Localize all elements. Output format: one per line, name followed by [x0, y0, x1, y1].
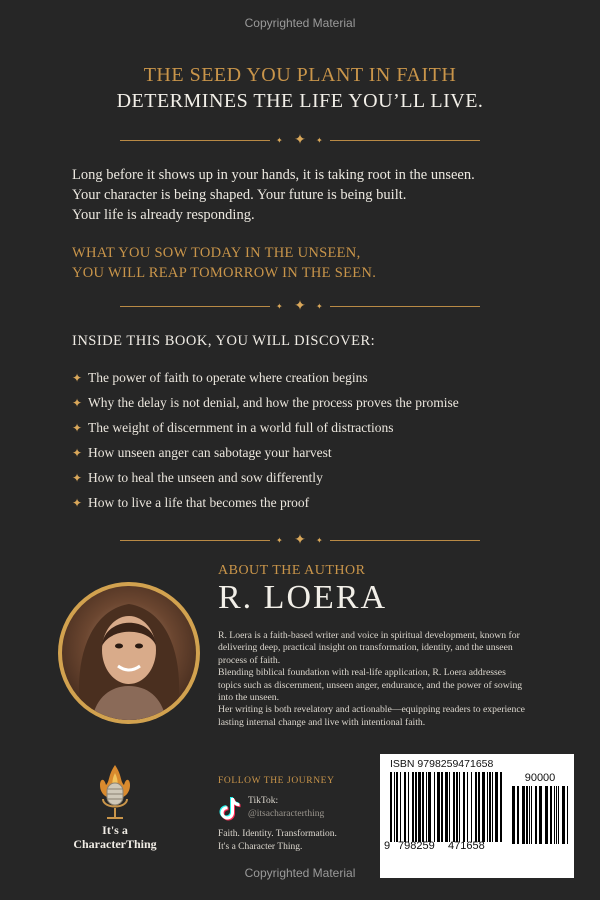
star-bullet-icon: ✦	[72, 446, 83, 460]
bio-paragraph: Blending biblical foundation with real-life application, R. Loera addresses topics such as discernment, unseen anger, endurance, and the power of sowing into the unseen.	[218, 667, 523, 704]
star-bullet-icon: ✦	[72, 471, 83, 485]
sow-reap-statement	[72, 243, 542, 283]
sparkle-icon: ✦	[294, 133, 306, 148]
star-bullet-icon: ✦	[72, 421, 83, 435]
sparkle-icon: ✦	[316, 536, 323, 545]
about-author-label: ABOUT THE AUTHOR	[218, 563, 366, 578]
sparkle-icon: ✦	[276, 536, 283, 545]
tagline	[218, 828, 378, 853]
price-barcode-bars	[512, 786, 568, 844]
sparkle-icon: ✦	[294, 299, 306, 314]
barcode-digit: 9	[384, 840, 391, 852]
tiktok-label: TikTok:	[248, 796, 279, 806]
sow-line: WHAT YOU SOW TODAY IN THE UNSEEN,	[72, 245, 361, 261]
isbn-barcode	[380, 754, 574, 878]
star-bullet-icon: ✦	[72, 496, 83, 510]
bio-paragraph: Her writing is both revelatory and actionable—equipping readers to experience lasting internal change and live with intentional faith.	[218, 704, 525, 728]
sparkle-icon: ✦	[316, 302, 323, 311]
sparkle-icon: ✦	[294, 533, 306, 548]
headline	[0, 62, 600, 114]
discover-list	[72, 368, 552, 518]
sparkle-icon: ✦	[316, 136, 323, 145]
logo-line-1: It's a	[102, 823, 128, 837]
star-bullet-icon: ✦	[72, 371, 83, 385]
inside-title: INSIDE THIS BOOK, YOU WILL DISCOVER:	[72, 333, 376, 349]
list-item: ✦ The power of faith to operate where creation begins	[72, 368, 552, 393]
intro-line: Your life is already responding.	[72, 207, 255, 223]
follow-heading: FOLLOW THE JOURNEY	[218, 776, 335, 786]
watermark-bottom: Copyrighted Material	[244, 866, 356, 880]
tiktok-icon	[218, 796, 242, 822]
intro-line: Your character is being shaped. Your future is being built.	[72, 187, 407, 203]
sparkle-icon: ✦	[276, 302, 283, 311]
watermark-top: Copyrighted Material	[244, 16, 356, 30]
list-item: ✦ The weight of discernment in a world full of distractions	[72, 418, 552, 443]
tiktok-handle[interactable]: @itsacharacterthing	[248, 809, 325, 819]
headline-line-2: DETERMINES THE LIFE YOU’LL LIVE.	[116, 90, 484, 112]
star-bullet-icon: ✦	[72, 396, 83, 410]
isbn-number: ISBN 9798259471658	[390, 758, 494, 770]
sparkle-icon: ✦	[276, 136, 283, 145]
author-portrait	[58, 582, 200, 724]
tagline-line: Faith. Identity. Transformation.	[218, 829, 337, 839]
ornamental-divider	[120, 533, 480, 549]
list-item: ✦ How to live a life that becomes the proof	[72, 493, 552, 518]
ornamental-divider	[120, 133, 480, 149]
author-bio	[218, 630, 528, 729]
headline-line-1: THE SEED YOU PLANT IN FAITH	[143, 64, 457, 86]
intro-paragraph	[72, 165, 542, 225]
intro-line: Long before it shows up in your hands, it is taking root in the unseen.	[72, 167, 475, 183]
ornamental-divider	[120, 299, 480, 315]
barcode-bars	[390, 772, 502, 842]
brand-logo	[60, 763, 170, 851]
list-item: ✦ How unseen anger can sabotage your harvest	[72, 443, 552, 468]
reap-line: YOU WILL REAP TOMORROW IN THE SEEN.	[72, 265, 377, 281]
tagline-line: It's a Character Thing.	[218, 841, 303, 852]
list-item: ✦ How to heal the unseen and sow differently	[72, 468, 552, 493]
logo-line-2: CharacterThing	[73, 837, 157, 851]
barcode-digits-right: 471658	[448, 840, 485, 852]
list-item: ✦ Why the delay is not denial, and how the process proves the promise	[72, 393, 552, 418]
barcode-digits-left: 798259	[398, 840, 435, 852]
price-code: 90000	[524, 772, 556, 784]
author-name: R. LOERA	[218, 579, 387, 616]
microphone-flame-icon	[60, 763, 170, 823]
bio-paragraph: R. Loera is a faith-based writer and voice in spiritual development, known for delivering deep, practical insight on transformation, identity, and the unseen process of faith.	[218, 630, 520, 666]
